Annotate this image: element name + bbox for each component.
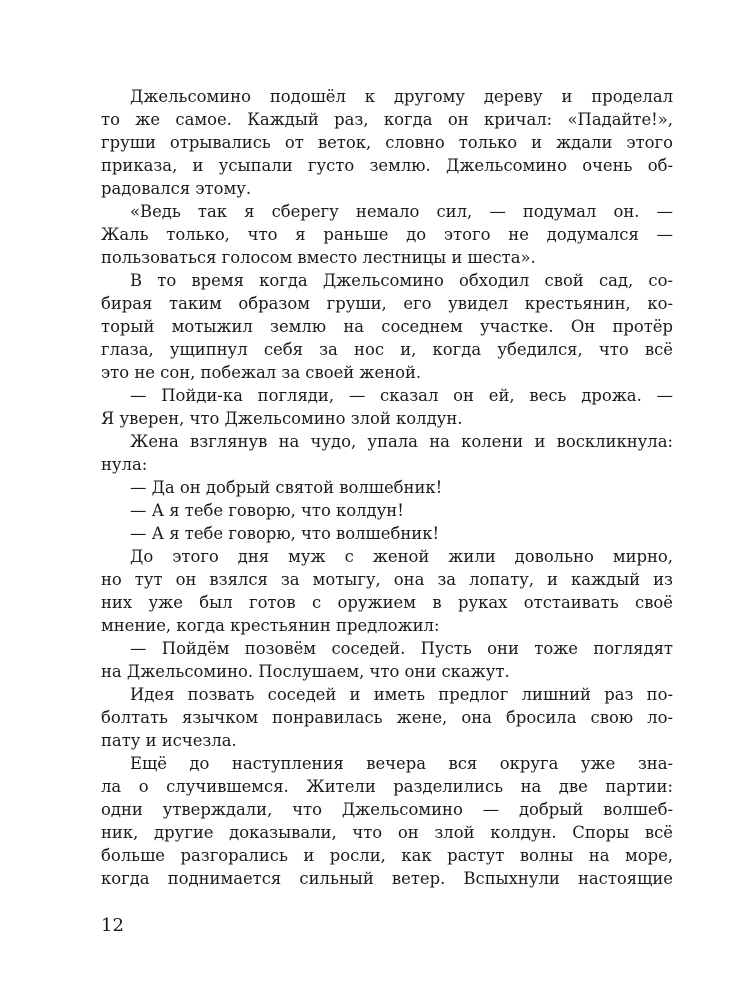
text-line: — Пойдём позовём соседей. Пусть они тоже поглядят	[130, 639, 673, 658]
text-line: Жена взглянув на чудо, упала на колени и воскликнула:	[130, 432, 673, 451]
text-line: то же самое. Каждый раз, когда он кричал: «Падайте!»,	[101, 110, 673, 129]
text-line: нула:	[101, 455, 148, 474]
text-line: Ещё до наступления вечера вся округа уже зна-	[130, 754, 673, 773]
text-line: Жаль только, что я раньше до этого не додумался —	[101, 225, 673, 244]
text-line: ник, другие доказывали, что он злой колдун. Споры всё	[101, 823, 673, 842]
text-line: торый мотыжил землю на соседнем участке. Он протёр	[101, 317, 673, 336]
text-line: больше разгорались и росли, как растут волны на море,	[101, 846, 673, 865]
text-line: мнение, когда крестьянин предложил:	[101, 616, 440, 635]
text-line: глаза, ущипнул себя за нос и, когда убедился, что всё	[101, 340, 673, 359]
text-line: Я уверен, что Джельсомино злой колдун.	[101, 409, 463, 428]
text-line: радовался этому.	[101, 179, 252, 198]
text-line: Джельсомино подошёл к другому дереву и проделал	[130, 87, 673, 106]
text-line: груши отрывались от веток, словно только и ждали этого	[101, 133, 673, 152]
text-line: В то время когда Джельсомино обходил свой сад, со-	[130, 271, 673, 290]
text-line: бирая таким образом груши, его увидел крестьянин, ко-	[101, 294, 673, 313]
text-line: До этого дня муж с женой жили довольно мирно,	[130, 547, 673, 566]
text-line: Идея позвать соседей и иметь предлог лишний раз по-	[130, 685, 673, 704]
text-line: — А я тебе говорю, что колдун!	[130, 501, 404, 520]
text-line: одни утверждали, что Джельсомино — добрый волшеб-	[101, 800, 673, 819]
text-line: приказа, и усыпали густо землю. Джельсомино очень об-	[101, 156, 673, 175]
text-line: — Да он добрый святой волшебник!	[130, 478, 443, 497]
text-line: когда поднимается сильный ветер. Вспыхнули настоящие	[101, 869, 673, 888]
text-line: — А я тебе говорю, что волшебник!	[130, 524, 440, 543]
text-line: болтать язычком понравилась жене, она бросила свою ло-	[101, 708, 673, 727]
text-line: пользоваться голосом вместо лестницы и шеста».	[101, 248, 536, 267]
page-number: 12	[101, 915, 124, 936]
text-line: ла о случившемся. Жители разделились на две партии:	[101, 777, 673, 796]
text-line: на Джельсомино. Послушаем, что они скажут.	[101, 662, 510, 681]
text-line: но тут он взялся за мотыгу, она за лопату, и каждый из	[101, 570, 673, 589]
text-line: пату и исчезла.	[101, 731, 237, 750]
text-line: это не сон, побежал за своей женой.	[101, 363, 422, 382]
text-line: — Пойди-ка погляди, — сказал он ей, весь дрожа. —	[130, 386, 673, 405]
text-line: «Ведь так я сберегу немало сил, — подумал он. —	[130, 202, 673, 221]
text-line: них уже был готов с оружием в руках отстаивать своё	[101, 593, 673, 612]
